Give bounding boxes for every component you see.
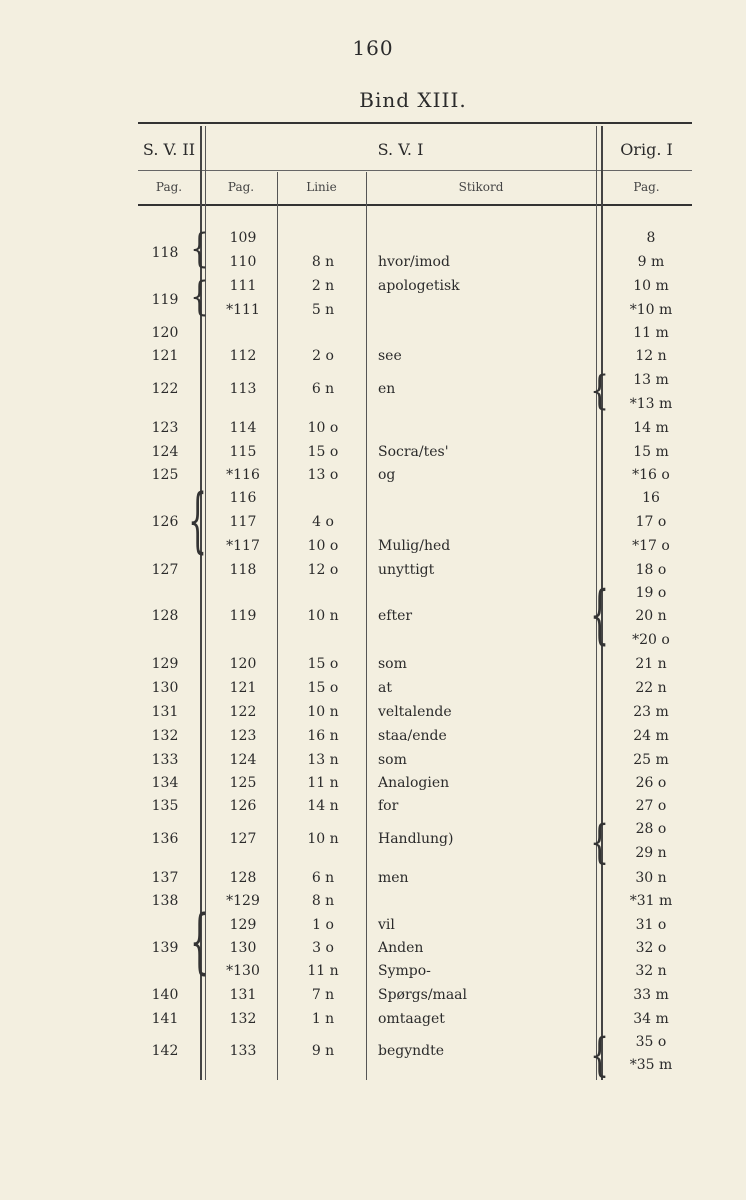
- sv1-pag-cell: 110: [229, 254, 257, 270]
- linie-cell: 8 n: [311, 254, 335, 270]
- sv1-pag-cell: 131: [229, 987, 257, 1003]
- sv2-pag-cell: 122: [151, 381, 179, 397]
- orig-pag-cell: 26 o: [635, 775, 667, 791]
- linie-cell: 10 n: [307, 831, 339, 847]
- orig-pag-cell: 30 n: [635, 870, 667, 886]
- orig-pag-cell: 12 n: [635, 348, 667, 364]
- sv1-pag-cell: 116: [229, 490, 257, 506]
- sv2-brace-left: {: [190, 226, 210, 273]
- orig-pag-cell: *20 o: [632, 632, 670, 648]
- sv2-pag-cell: 124: [151, 444, 179, 460]
- stikord-cell: for: [378, 798, 399, 814]
- orig-pag-cell: *13 m: [629, 396, 673, 412]
- orig-pag-cell: 32 o: [635, 940, 667, 956]
- sv2-pag-cell: 129: [151, 656, 179, 672]
- orig-pag-cell: 8: [646, 230, 656, 246]
- top-rule: [138, 122, 692, 124]
- linie-cell: 7 n: [311, 987, 335, 1003]
- orig-pag-cell: 10 m: [633, 278, 669, 294]
- orig-group-header: Orig. I: [620, 140, 673, 159]
- sv1-pag-cell: 133: [229, 1043, 257, 1059]
- sv1-pag-header: Pag.: [227, 180, 255, 194]
- orig-pag-cell: 24 m: [633, 728, 669, 744]
- sv2-group-header: S. V. II: [142, 140, 196, 159]
- orig-pag-cell: 31 o: [635, 917, 667, 933]
- sv1-pag-cell: *116: [226, 467, 260, 483]
- orig-pag-cell: 20 n: [635, 608, 667, 624]
- linie-cell: 11 n: [307, 963, 339, 979]
- linie-cell: 10 n: [307, 704, 339, 720]
- column-divider: [277, 172, 278, 1080]
- orig-pag-cell: 35 o: [635, 1034, 667, 1050]
- sv2-pag-cell: 134: [151, 775, 179, 791]
- sv2-pag-cell: 135: [151, 798, 179, 814]
- sv1-pag-cell: 119: [229, 608, 257, 624]
- sv1-pag-cell: 115: [229, 444, 257, 460]
- sv2-pag-cell: 118: [151, 245, 179, 261]
- sv1-pag-cell: *117: [226, 538, 260, 554]
- sv2-pag-cell: 142: [151, 1043, 179, 1059]
- stikord-cell: Handlung): [378, 831, 454, 847]
- sv2-pag-cell: 138: [151, 893, 179, 909]
- orig-pag-cell: 23 m: [633, 704, 669, 720]
- linie-cell: 10 n: [307, 608, 339, 624]
- sv2-pag-cell: 125: [151, 467, 179, 483]
- sv1-pag-cell: 128: [229, 870, 257, 886]
- stikord-cell: veltalende: [378, 704, 452, 720]
- sv1-pag-cell: *129: [226, 893, 260, 909]
- sv2-pag-cell: 130: [151, 680, 179, 696]
- linie-cell: 8 n: [311, 893, 335, 909]
- sv1-pag-cell: 126: [229, 798, 257, 814]
- sv2-pag-cell: 141: [151, 1011, 179, 1027]
- sv1-pag-cell: 120: [229, 656, 257, 672]
- sv2-pag-cell: 119: [151, 292, 179, 308]
- orig-pag-cell: 15 m: [633, 444, 669, 460]
- orig-pag-cell: 27 o: [635, 798, 667, 814]
- stikord-cell: omtaaget: [378, 1011, 445, 1027]
- orig-pag-cell: 21 n: [635, 656, 667, 672]
- sv2-pag-cell: 140: [151, 987, 179, 1003]
- sv1-pag-cell: 117: [229, 514, 257, 530]
- stikord-cell: efter: [378, 608, 413, 624]
- sv1-pag-cell: 123: [229, 728, 257, 744]
- orig-pag-cell: 14 m: [633, 420, 669, 436]
- sv2-pag-cell: 128: [151, 608, 179, 624]
- sv1-pag-cell: 122: [229, 704, 257, 720]
- sv2-pag-cell: 127: [151, 562, 179, 578]
- column-divider: [366, 172, 367, 1080]
- column-head-rule: [138, 204, 692, 206]
- orig-brace-left: {: [590, 1029, 610, 1083]
- linie-cell: 11 n: [307, 775, 339, 791]
- header-rule: [138, 170, 692, 171]
- sv2-pag-cell: 123: [151, 420, 179, 436]
- stikord-cell: Sympo-: [378, 963, 431, 979]
- sv1-pag-cell: 112: [229, 348, 257, 364]
- linie-cell: 2 n: [311, 278, 335, 294]
- orig-pag-cell: 18 o: [635, 562, 667, 578]
- orig-pag-cell: *31 m: [629, 893, 673, 909]
- linie-cell: 15 o: [307, 444, 339, 460]
- linie-cell: 13 n: [307, 752, 339, 768]
- linie-cell: 5 n: [311, 302, 335, 318]
- orig-pag-cell: *10 m: [629, 302, 673, 318]
- stikord-cell: apologetisk: [378, 278, 460, 294]
- sv2-pag-cell: 139: [151, 940, 179, 956]
- sv1-pag-cell: *130: [226, 963, 260, 979]
- sv1-pag-cell: 124: [229, 752, 257, 768]
- orig-pag-cell: *35 m: [629, 1057, 673, 1073]
- sv2-brace-left: {: [188, 481, 208, 563]
- linie-cell: 6 n: [311, 870, 335, 886]
- linie-cell: 1 o: [312, 917, 334, 933]
- linie-cell: 15 o: [307, 656, 339, 672]
- stikord-cell: staa/ende: [378, 728, 447, 744]
- orig-brace-left: {: [590, 368, 610, 415]
- linie-cell: 6 n: [311, 381, 335, 397]
- sv1-pag-cell: 130: [229, 940, 257, 956]
- orig-pag-cell: 22 n: [635, 680, 667, 696]
- linie-cell: 9 n: [311, 1043, 335, 1059]
- sv2-pag-cell: 120: [151, 325, 179, 341]
- orig-pag-cell: 13 m: [633, 372, 669, 388]
- linie-cell: 4 o: [312, 514, 334, 530]
- orig-pag-cell: 9 m: [637, 254, 665, 270]
- sv1-pag-cell: 127: [229, 831, 257, 847]
- stikord-cell: see: [378, 348, 402, 364]
- orig-brace-left: {: [590, 578, 610, 654]
- stikord-cell: men: [378, 870, 409, 886]
- stikord-cell: Anden: [378, 940, 424, 956]
- orig-pag-cell: *16 o: [632, 467, 670, 483]
- sv2-pag-cell: 131: [151, 704, 179, 720]
- linie-cell: 3 o: [312, 940, 334, 956]
- orig-pag-cell: 25 m: [633, 752, 669, 768]
- orig-pag-cell: 11 m: [633, 325, 669, 341]
- orig-brace-left: {: [590, 816, 610, 870]
- stikord-cell: Analogien: [378, 775, 450, 791]
- sv1-pag-cell: 125: [229, 775, 257, 791]
- stikord-header: Stikord: [458, 180, 504, 194]
- volume-title: Bind XIII.: [359, 88, 467, 112]
- sv2-pag-header: Pag.: [155, 180, 183, 194]
- sv1-group-header: S. V. I: [377, 140, 424, 159]
- sv1-pag-cell: *111: [226, 302, 260, 318]
- stikord-cell: Spørgs/maal: [378, 987, 467, 1003]
- linie-header: Linie: [306, 180, 337, 194]
- orig-pag-header: Pag.: [633, 180, 660, 194]
- sv2-pag-cell: 133: [151, 752, 179, 768]
- orig-pag-cell: 28 o: [635, 821, 667, 837]
- sv2-pag-cell: 136: [151, 831, 179, 847]
- sv1-pag-cell: 129: [229, 917, 257, 933]
- stikord-cell: som: [378, 656, 407, 672]
- sv1-pag-cell: 113: [229, 381, 257, 397]
- stikord-cell: og: [378, 467, 396, 483]
- orig-pag-cell: 17 o: [635, 514, 667, 530]
- stikord-cell: som: [378, 752, 407, 768]
- sv2-pag-cell: 137: [151, 870, 179, 886]
- orig-pag-cell: 19 o: [635, 585, 667, 601]
- orig-pag-cell: 34 m: [633, 1011, 669, 1027]
- linie-cell: 12 o: [307, 562, 339, 578]
- stikord-cell: unyttigt: [378, 562, 435, 578]
- linie-cell: 13 o: [307, 467, 339, 483]
- sv1-pag-cell: 132: [229, 1011, 257, 1027]
- page-number: 160: [352, 36, 394, 60]
- orig-pag-cell: 33 m: [633, 987, 669, 1003]
- linie-cell: 14 n: [307, 798, 339, 814]
- sv2-pag-cell: 126: [151, 514, 179, 530]
- orig-pag-cell: 32 n: [635, 963, 667, 979]
- linie-cell: 2 o: [312, 348, 334, 364]
- orig-pag-cell: *17 o: [632, 538, 670, 554]
- sv2-pag-cell: 132: [151, 728, 179, 744]
- stikord-cell: Mulig/hed: [378, 538, 451, 554]
- stikord-cell: at: [378, 680, 392, 696]
- stikord-cell: hvor/imod: [378, 254, 450, 270]
- stikord-cell: en: [378, 381, 396, 397]
- linie-cell: 1 n: [311, 1011, 335, 1027]
- sv1-pag-cell: 118: [229, 562, 257, 578]
- linie-cell: 16 n: [307, 728, 339, 744]
- linie-cell: 10 o: [307, 420, 339, 436]
- sv2-pag-cell: 121: [151, 348, 179, 364]
- linie-cell: 15 o: [307, 680, 339, 696]
- linie-cell: 10 o: [307, 538, 339, 554]
- sv1-pag-cell: 114: [229, 420, 257, 436]
- sv1-pag-cell: 121: [229, 680, 257, 696]
- sv2-brace-left: {: [190, 902, 210, 984]
- orig-pag-cell: 16: [642, 490, 660, 506]
- sv1-pag-cell: 111: [229, 278, 257, 294]
- sv1-pag-cell: 109: [229, 230, 257, 246]
- sv2-brace-left: {: [190, 274, 210, 321]
- orig-pag-cell: 29 n: [635, 845, 667, 861]
- stikord-cell: begyndte: [378, 1043, 445, 1059]
- stikord-cell: Socra/tes': [378, 444, 449, 460]
- stikord-cell: vil: [378, 917, 395, 933]
